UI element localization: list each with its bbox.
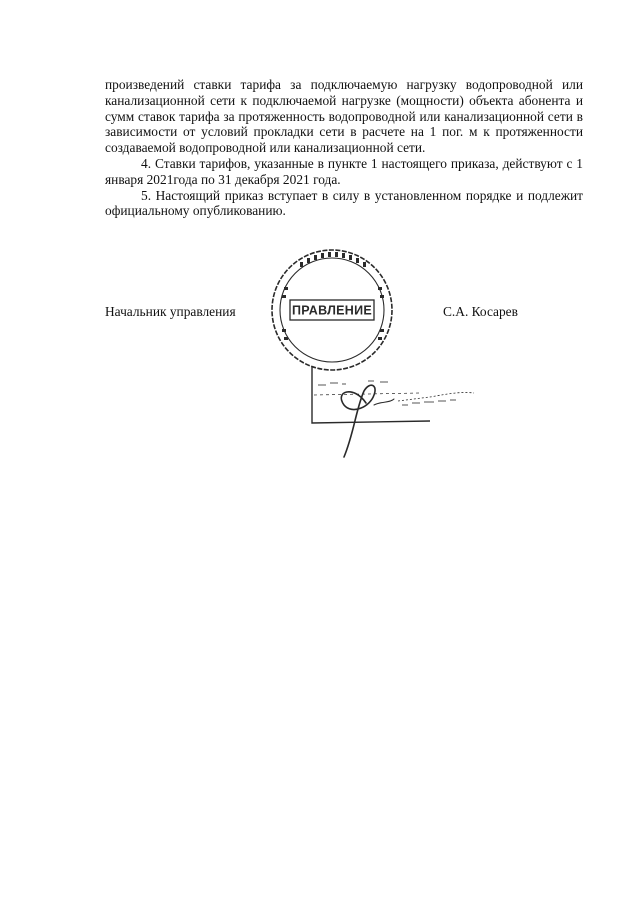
paragraph-4: 4. Ставки тарифов, указанные в пункте 1 настоящего приказа, действуют с 1 января 2021года по 31 декабря 2021 года. — [105, 155, 583, 187]
paragraph-continued: произведений ставки тарифа за подключаемую нагрузку водопроводной или канализационной сети к подключаемой нагрузке (мощности) объекта абонента и сумм ставок тарифа за протяженность водопроводной или канализационной сети в зависимости от условий прокладки сети в расчете на 1 пог. м к протяженности создаваемой водопроводной или канализационной сети. — [105, 77, 583, 156]
document-body — [105, 77, 583, 219]
position-title: Начальник управления — [105, 304, 236, 319]
paragraph-5: 5. Настоящий приказ вступает в силу в установленном порядке и подлежит официальному опубликованию. — [105, 187, 583, 219]
official-seal-stamp — [270, 245, 515, 470]
seal-center-word: ПРАВЛЕНИЕ — [291, 303, 373, 318]
signer-name: С.А. Косарев — [443, 304, 518, 319]
